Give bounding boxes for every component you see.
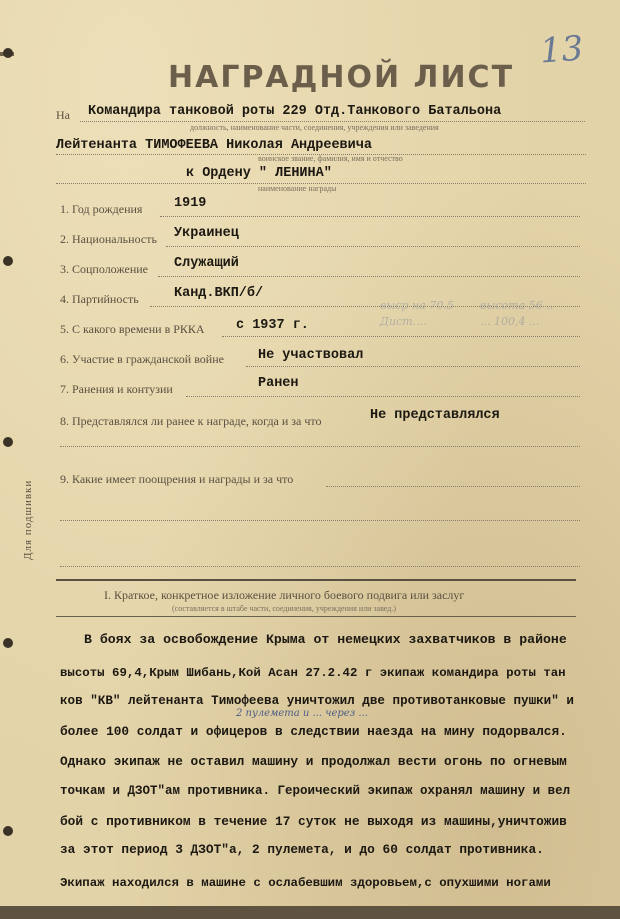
field-value: с 1937 г. [236,318,309,333]
field-line [60,566,580,567]
binding-hole [3,826,13,836]
name-value: Лейтенанта ТИМОФЕЕВА Николая Андреевича [56,138,372,153]
field-value: Канд.ВКП/б/ [174,286,264,301]
section-caption: (составляется в штабе части, соединения, учреждения или завед.) [172,604,396,613]
bleed-through-text: выср на 70.5 Дист.... [380,299,454,328]
field-label: 2. Национальность [60,232,157,246]
field-value: 1919 [174,196,207,211]
narrative-line: ков "КВ" лейтенанта Тимофеева уничтожил две противотанковые пушки" и [60,694,574,708]
field-line [160,216,580,217]
binding-hole [3,638,13,648]
field-line [60,520,580,521]
narrative-line: высоты 69,4,Крым Шибань,Кой Асан 27.2.42 г экипаж командира роты тан [60,666,566,680]
binding-hole [3,437,13,447]
bleed-through-text: высота 56 .. ... 100,4 ... [480,299,554,328]
field-label: 8. Представлялся ли ранее к награде, когда и за что [60,414,322,428]
field-value: Служащий [174,256,239,271]
narrative-line: бой с противником в течение 17 суток не выходя из машины,уничтожив [60,814,567,829]
field-label: 9. Какие имеет поощрения и награды и за что [60,472,294,486]
narrative-line: за этот период 3 ДЗОТ"а, 2 пулемета, и до 60 солдат противника. [60,842,544,857]
field-value: Не участвовал [258,348,364,363]
field-line [326,486,580,487]
binding-hole [3,48,13,58]
award-caption: наименование награды [258,184,337,193]
field-label: 4. Партийность [60,292,139,306]
binding-note: Для подшивки [22,479,34,560]
narrative-line: более 100 солдат и офицеров в следствии наезда на мину подорвался. [60,724,567,739]
field-label: 3. Соцположение [60,262,149,276]
position-value: Командира танковой роты 229 Отд.Танкового Батальона [88,104,502,119]
field-line [166,246,580,247]
field-line [158,276,580,277]
field-label: 6. Участие в гражданской войне [60,352,224,366]
section-divider [56,579,576,581]
position-caption: должность, наименование части, соединения, учреждения или заведения [190,123,439,132]
field-label: 1. Год рождения [60,202,143,216]
page-number: 13 [538,28,585,72]
position-line [80,121,585,122]
field-label: 7. Ранения и контузии [60,382,173,396]
section-title: I. Краткое, конкретное изложение личного боевого подвига или заслуг [104,588,465,602]
narrative-line: точкам и ДЗОТ"ам противника. Героический экипаж охранял машину и вел [60,784,571,798]
narrative-line: Однако экипаж не оставил машину и продолжал вести огонь по огневым [60,754,567,769]
name-caption: воинское звание, фамилия, имя и отчество [258,154,403,163]
field-line [60,446,580,447]
field-value: Украинец [174,226,239,241]
field-line [222,336,580,337]
field-line [246,366,580,367]
field-label: 5. С какого времени в РККА [60,322,205,336]
binding-hole [3,256,13,266]
page-bottom-edge [0,906,620,919]
document-title: НАГРАДНОЙ ЛИСТ [168,60,515,95]
field-line [186,396,580,397]
field-value: Ранен [258,376,299,391]
narrative-line: Экипаж находился в машине с ослабевшим здоровьем,с опухшими ногами [60,876,551,890]
narrative-line: В боях за освобождение Крыма от немецких захватчиков в районе [84,632,567,647]
handwritten-insert: 2 пулемета и ... через ... [236,708,368,719]
field-value: Не представлялся [370,408,500,423]
na-prefix: На [56,108,70,122]
section-divider [56,616,576,617]
award-value: к Ордену " ЛЕНИНА" [186,166,332,181]
